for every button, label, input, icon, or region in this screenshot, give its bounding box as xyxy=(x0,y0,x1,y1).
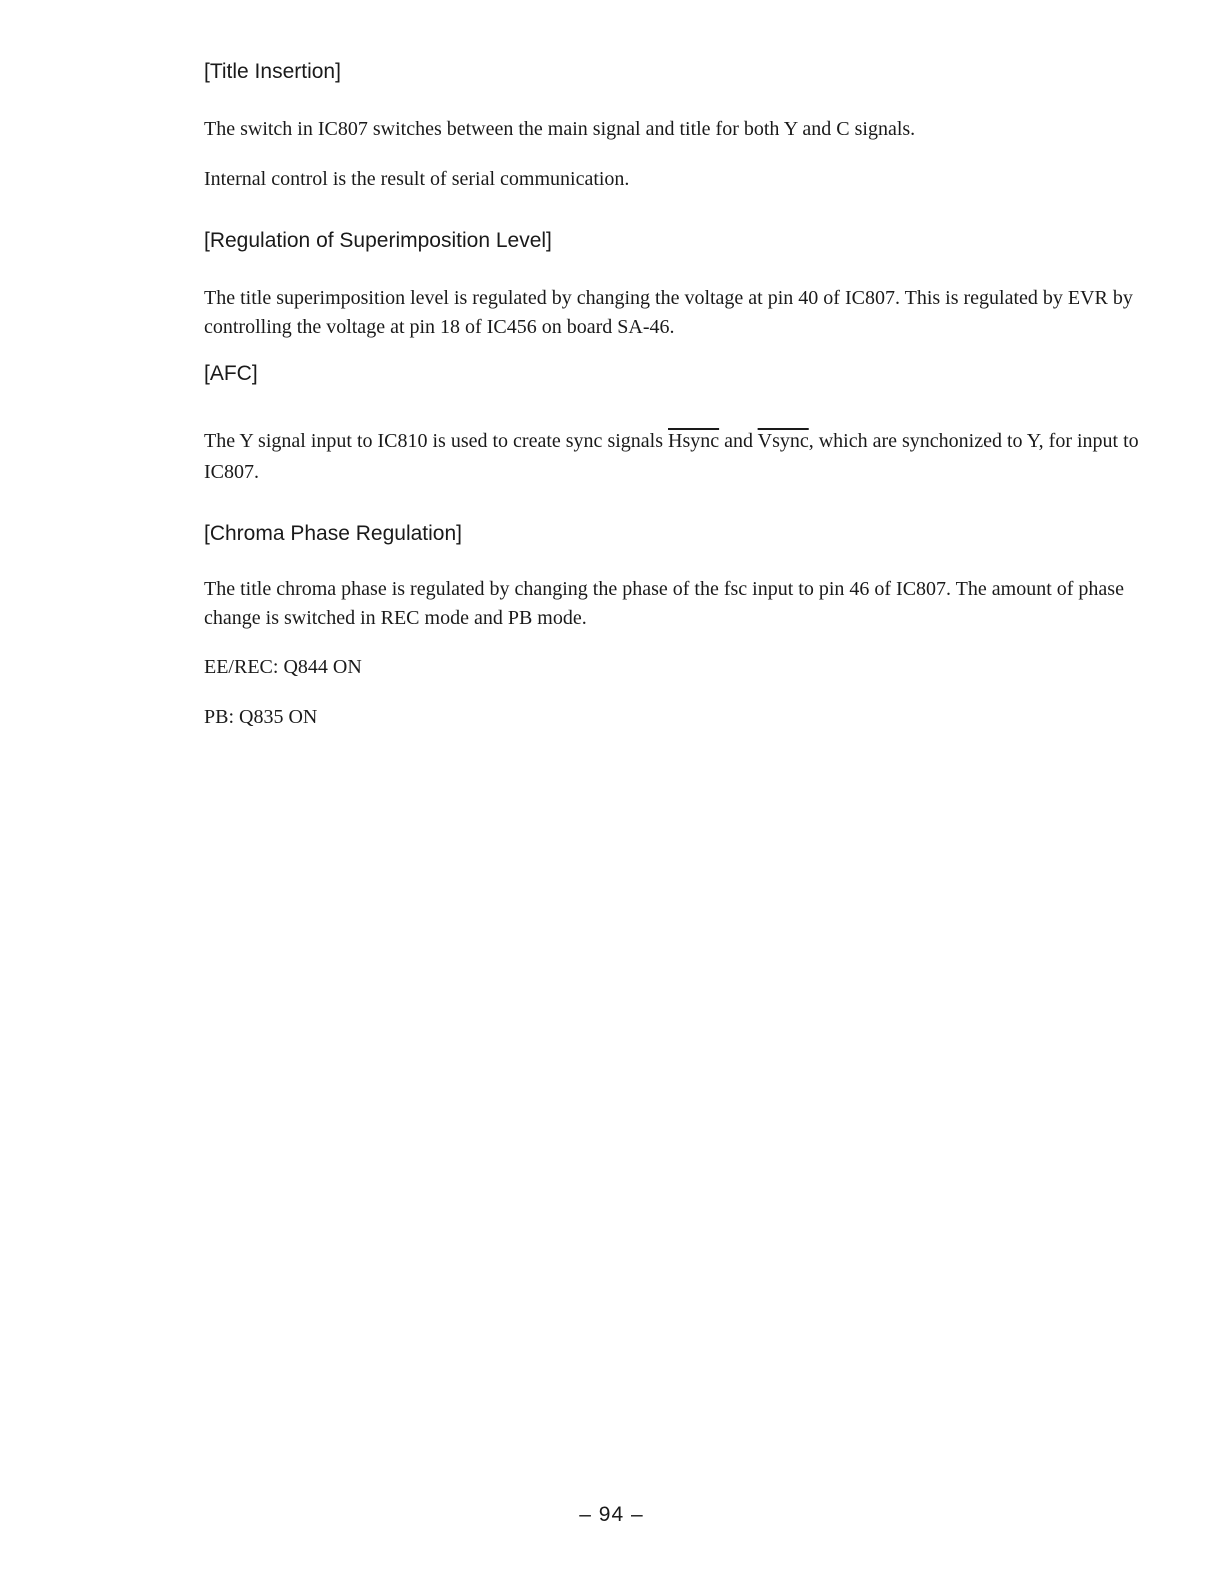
page-number: – 94 – xyxy=(579,1503,644,1526)
afc-text-end: , which are synchonized to Y, for input to IC807. xyxy=(204,430,1139,483)
pb-line: PB: Q835 ON xyxy=(204,706,318,728)
paragraph-title-insertion-switch: The switch in IC807 switches between the main signal and title for both Y and C signals. xyxy=(204,118,916,140)
heading-superimposition-level: [Regulation of Superimposition Level] xyxy=(204,229,552,252)
vsync-signal: Vsync xyxy=(757,430,809,452)
ee-rec-line: EE/REC: Q844 ON xyxy=(204,656,362,678)
afc-text-start: The Y signal input to IC810 is used to create sync signals xyxy=(204,430,668,452)
heading-title-insertion: [Title Insertion] xyxy=(204,60,341,83)
paragraph-chroma-phase: The title chroma phase is regulated by changing the phase of the fsc input to pin 46 of IC807. The amount of phase change is switched in REC mode and PB mode. xyxy=(204,578,1124,629)
paragraph-internal-control: Internal control is the result of serial communication. xyxy=(204,168,630,190)
afc-text-and: and xyxy=(719,430,758,452)
heading-afc: [AFC] xyxy=(204,362,258,385)
paragraph-superimposition-level: The title superimposition level is regulated by changing the voltage at pin 40 of IC807. This is regulated by EVR by controlling the voltage at pin 18 of IC456 on board SA-46. xyxy=(204,287,1133,338)
hsync-signal: Hsync xyxy=(668,430,720,452)
heading-chroma-phase: [Chroma Phase Regulation] xyxy=(204,522,462,545)
paragraph-afc xyxy=(204,426,1144,488)
